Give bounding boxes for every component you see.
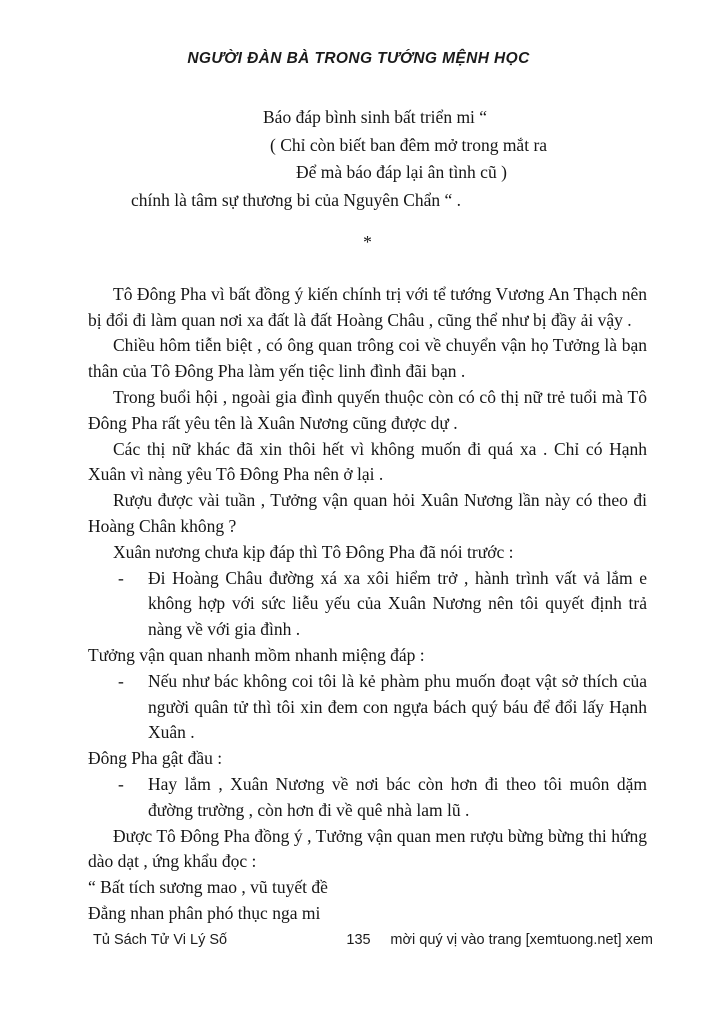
poem-line: ( Chỉ còn biết ban đêm mở trong mắt ra (270, 134, 548, 155)
dialog-dash-item (88, 669, 647, 746)
dialog-line: Đông Pha gật đầu : (88, 748, 223, 769)
body-paragraph: Trong buổi hội , ngoài gia đình quyến thuộc còn có cô thị nữ trẻ tuổi mà Tô Đông Pha rất yêu tên là Xuân Nương cũng được dự . (88, 386, 647, 433)
poem-line: Báo đáp bình sinh bất triển mi “ (263, 107, 488, 127)
footer-site-note: mời quý vị vào trang [xemtuong.net] xem (390, 932, 653, 948)
dialog-dash-item (88, 566, 647, 643)
footer-book-title: Tủ Sách Tử Vi Lý Số (93, 932, 228, 948)
footer-page-number: 135 (346, 932, 371, 948)
body-paragraph: Được Tô Đông Pha đồng ý , Tưởng vận quan men rượu bừng bừng thi hứng dào dạt , ứng khẩu đọc : (88, 825, 647, 872)
dialog-text: Nếu như bác không coi tôi là kẻ phàm phu muốn đoạt vật sở thích của người quân tử thì tôi xin đem con ngựa bách quý báu để đổi lấy Hạnh Xuân . (148, 670, 647, 743)
page-content (88, 104, 647, 927)
dialog-dash-item (88, 772, 647, 824)
body-paragraph: Rượu được vài tuần , Tưởng vận quan hỏi Xuân Nương lần này có theo đi Hoàng Chân không ? (88, 490, 647, 536)
body-paragraph: Tô Đông Pha vì bất đồng ý kiến chính trị với tể tướng Vương An Thạch nên bị đổi đi làm quan nơi xa đất là đất Hoàng Châu , cũng thể như bị đầy ải vậy . (88, 283, 647, 330)
dialog-line: Tưởng vận quan nhanh mồm nhanh miệng đáp : (88, 644, 425, 665)
dialog-text: Đi Hoàng Châu đường xá xa xôi hiểm trở , hành trình vất vả lắm e không hợp với sức liễu yếu của Xuân Nương nên tôi quyết định trả nàng về với gia đình . (148, 567, 647, 640)
dash-marker: - (118, 773, 124, 794)
verse-line: “ Bất tích sương mao , vũ tuyết đề (88, 877, 328, 898)
dash-marker: - (118, 670, 124, 691)
poem-quote (88, 104, 647, 214)
poem-attribution: chính là tâm sự thương bi của Nguyên Chẩn “ . (131, 189, 462, 210)
dialog-text: Hay lắm , Xuân Nương về nơi bác còn hơn đi theo tôi muôn dặm đường trường , còn hơn đi về quê nhà lam lũ . (148, 773, 647, 820)
body-paragraph: Các thị nữ khác đã xin thôi hết vì không muốn đi quá xa . Chỉ có Hạnh Xuân vì nàng yêu Tô Đông Pha nên ở lại . (88, 438, 647, 485)
body-paragraph: Xuân nương chưa kịp đáp thì Tô Đông Pha đã nói trước : (113, 541, 514, 562)
section-separator: * (363, 232, 372, 252)
body-text (88, 282, 647, 927)
verse-line: Đẳng nhan phân phó thục nga mi (88, 902, 321, 923)
page-title: NGƯỜI ĐÀN BÀ TRONG TƯỚNG MỆNH HỌC (187, 50, 530, 67)
dash-marker: - (118, 567, 124, 588)
body-paragraph: Chiều hôm tiễn biệt , có ông quan trông coi về chuyển vận họ Tưởng là bạn thân của Tô Đông Pha làm yến tiệc linh đình đãi bạn . (88, 335, 647, 382)
poem-line: Để mà báo đáp lại ân tình cũ ) (296, 162, 507, 182)
